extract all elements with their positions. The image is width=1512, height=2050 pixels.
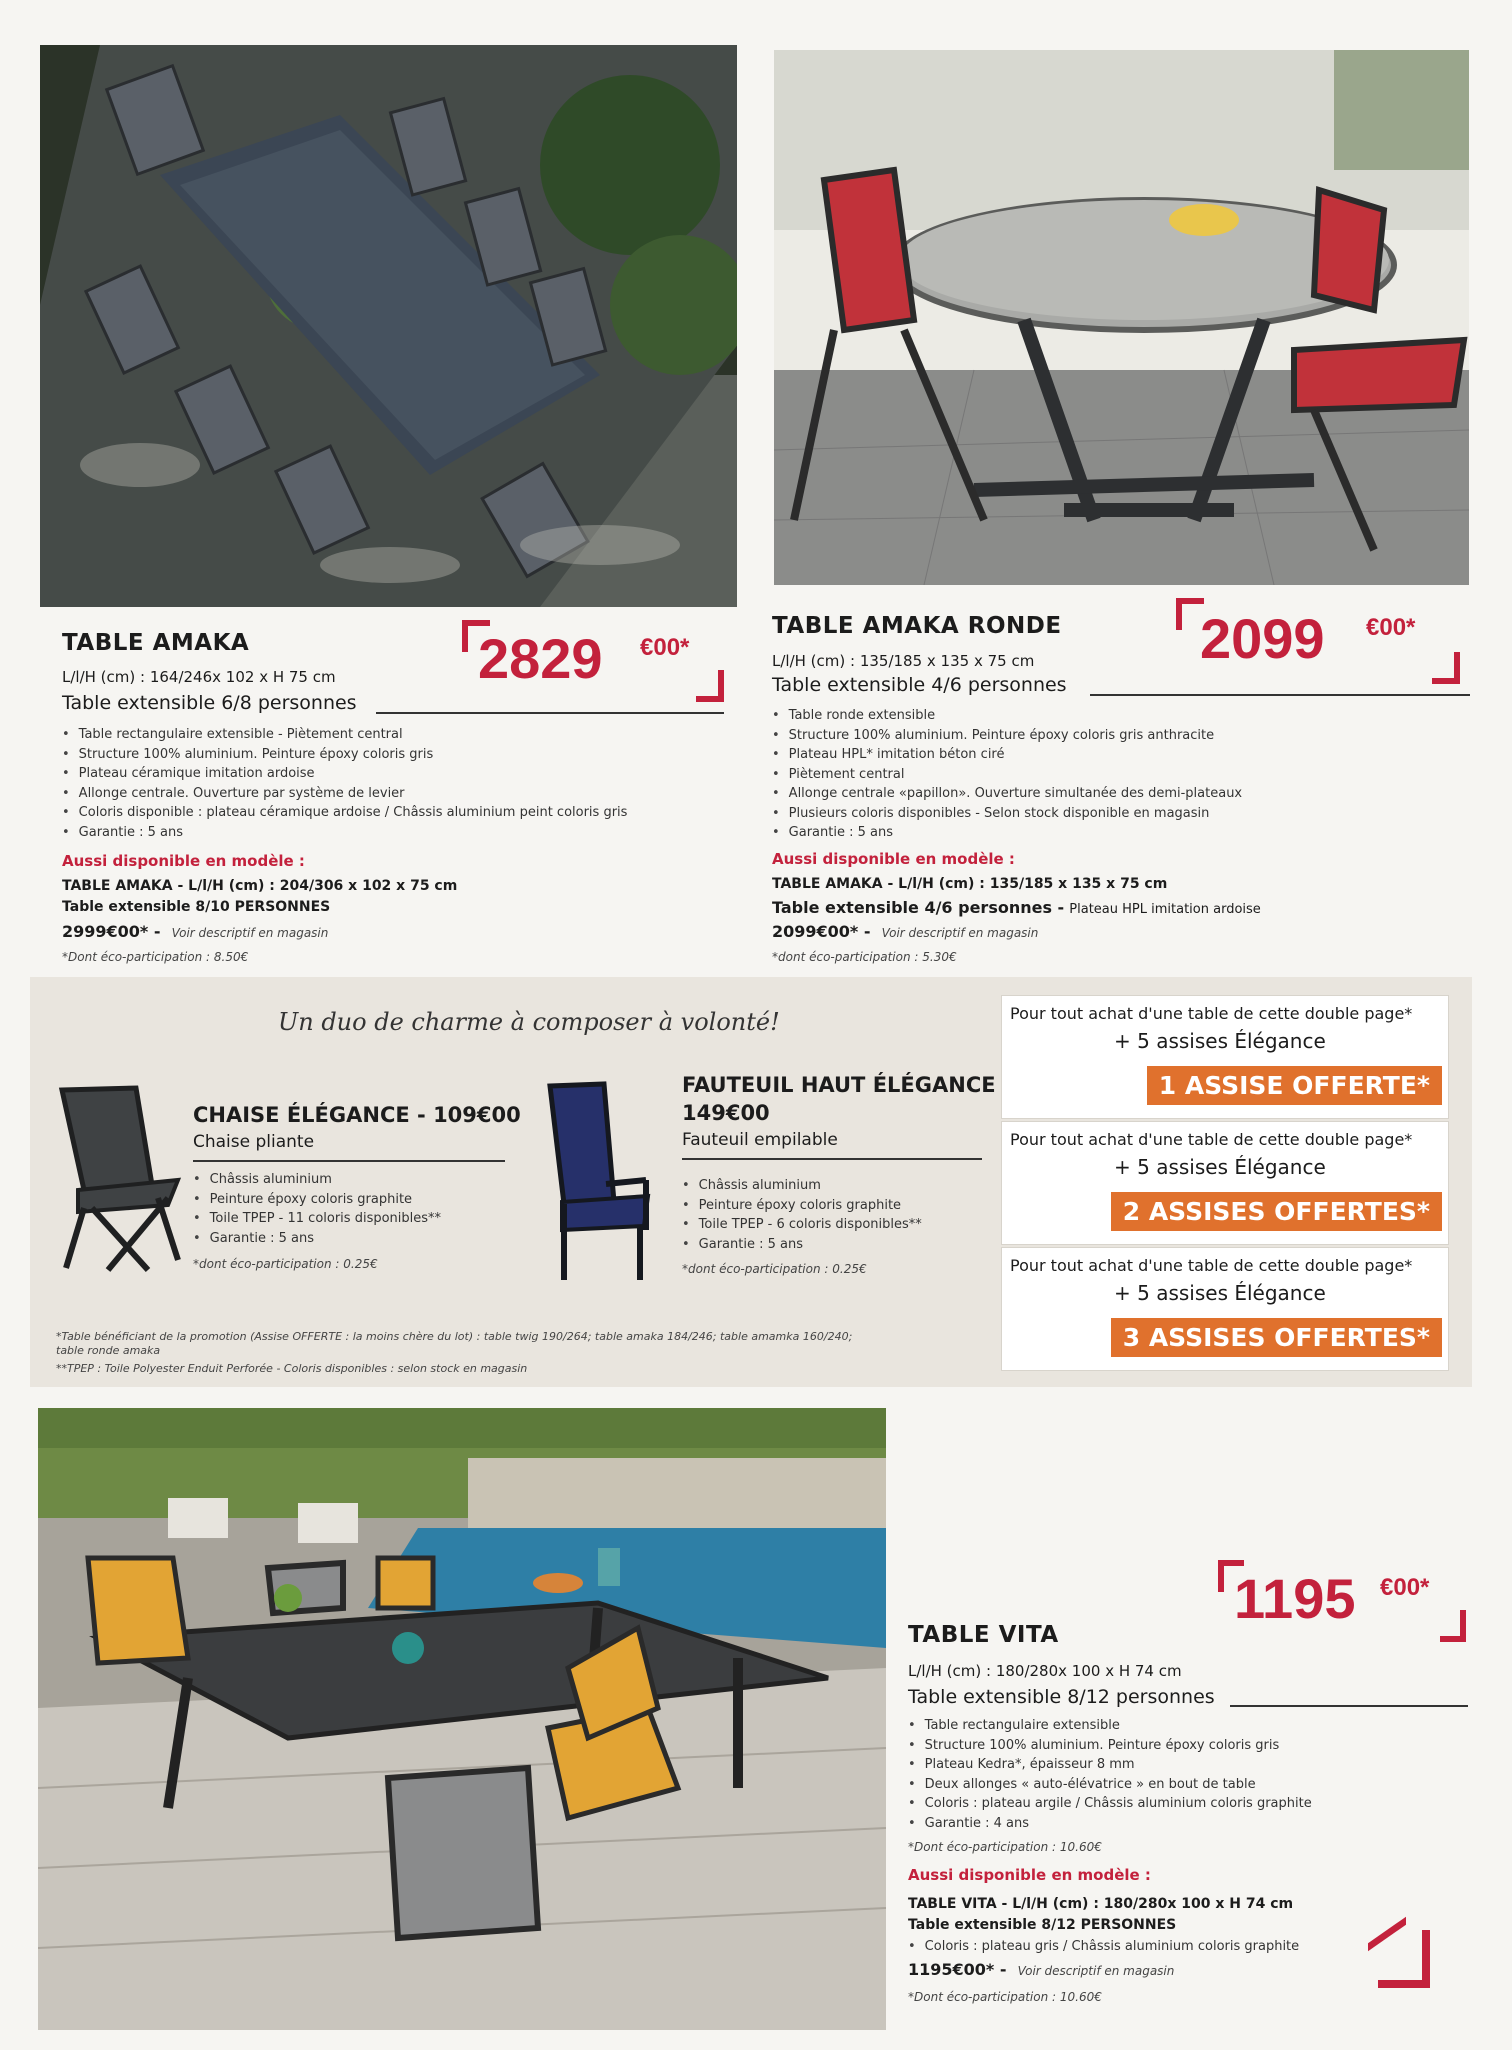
fauteuil-elegance-image bbox=[536, 1080, 656, 1285]
feature-item: • Toile TPEP - 6 coloris disponibles** bbox=[682, 1215, 982, 1235]
vita-title: TABLE VITA bbox=[908, 1622, 1059, 1648]
vita-alt-line1: TABLE VITA - L/l/H (cm) : 180/280x 100 x H 74 cm bbox=[908, 1896, 1294, 1912]
band-footnote-3: **TPEP : Toile Polyester Enduit Perforée - Coloris disponibles : selon stock en magasin bbox=[56, 1362, 528, 1375]
feature-item: • Plateau céramique imitation ardoise bbox=[62, 764, 712, 784]
ronde-eco: *dont éco-participation : 5.30€ bbox=[772, 950, 957, 964]
amaka-extensible: Table extensible 6/8 personnes bbox=[62, 692, 357, 714]
fauteuil-features bbox=[682, 1176, 982, 1254]
amaka-features bbox=[62, 725, 712, 842]
feature-item: • Garantie : 5 ans bbox=[193, 1229, 493, 1249]
feature-item: • Structure 100% aluminium. Peinture époxy coloris gris bbox=[62, 745, 712, 765]
feature-item: • Châssis aluminium bbox=[682, 1176, 982, 1196]
amaka-price-main: 2829 bbox=[478, 627, 603, 690]
ronde-alt-line1: TABLE AMAKA - L/l/H (cm) : 135/185 x 135 x 75 cm bbox=[772, 876, 1168, 892]
vita-rule bbox=[1230, 1705, 1468, 1707]
ronde-features bbox=[772, 706, 1462, 843]
ronde-price-main: 2099 bbox=[1200, 607, 1325, 670]
feature-item: • Toile TPEP - 11 coloris disponibles** bbox=[193, 1209, 493, 1229]
band-footnote-1: *Table bénéficiant de la promotion (Assise OFFERTE : la moins chère du lot) : table twig 190/264; table amaka 184/246; table amamka 160/240; bbox=[56, 1330, 853, 1343]
vita-also-label: Aussi disponible en modèle : bbox=[908, 1866, 1151, 1884]
vita-alt-note: Voir descriptif en magasin bbox=[1017, 1964, 1175, 1978]
table-amaka-photo bbox=[40, 45, 737, 607]
feature-item: • Table ronde extensible bbox=[772, 706, 1462, 726]
amaka-eco: *Dont éco-participation : 8.50€ bbox=[62, 950, 249, 964]
feature-item: • Structure 100% aluminium. Peinture époxy coloris gris bbox=[908, 1736, 1468, 1756]
amaka-alt-line2: Table extensible 8/10 PERSONNES bbox=[62, 899, 331, 915]
price-corner-br bbox=[1440, 1610, 1466, 1642]
amaka-price-tag bbox=[462, 620, 724, 702]
amaka-alt-price: 2999€00* - bbox=[62, 922, 161, 941]
amaka-title: TABLE AMAKA bbox=[62, 630, 250, 656]
feature-item: • Table rectangulaire extensible bbox=[908, 1716, 1468, 1736]
fauteuil-title: FAUTEUIL HAUT ÉLÉGANCE bbox=[682, 1073, 996, 1097]
vita-eco-2: *Dont éco-participation : 10.60€ bbox=[908, 1990, 1102, 2004]
feature-item: • Table rectangulaire extensible - Piètement central bbox=[62, 725, 712, 745]
offer-line1: Pour tout achat d'une table de cette double page* bbox=[1010, 1004, 1413, 1023]
table-vita-photo bbox=[38, 1408, 886, 2030]
feature-item: • Peinture époxy coloris graphite bbox=[193, 1190, 493, 1210]
chaise-title: CHAISE ÉLÉGANCE - 109€00 bbox=[193, 1103, 521, 1127]
ronde-title: TABLE AMAKA RONDE bbox=[772, 613, 1062, 639]
vita-price-cents: €00* bbox=[1380, 1574, 1430, 1601]
feature-item: • Garantie : 5 ans bbox=[682, 1235, 982, 1255]
offer-box-2 bbox=[1001, 1121, 1449, 1245]
vita-extensible: Table extensible 8/12 personnes bbox=[908, 1686, 1215, 1708]
amaka-price-cents: €00* bbox=[640, 634, 690, 661]
feature-item: • Peinture époxy coloris graphite bbox=[682, 1196, 982, 1216]
feature-item: • Plateau Kedra*, épaisseur 8 mm bbox=[908, 1755, 1468, 1775]
chaise-features bbox=[193, 1170, 493, 1248]
vita-eco-1: *Dont éco-participation : 10.60€ bbox=[908, 1840, 1102, 1854]
chaise-rule bbox=[193, 1160, 505, 1162]
offer-badge: 3 ASSISES OFFERTES* bbox=[1111, 1318, 1442, 1357]
chaise-elegance-image bbox=[48, 1080, 193, 1275]
vita-features bbox=[908, 1716, 1468, 1833]
ronde-extensible: Table extensible 4/6 personnes bbox=[772, 674, 1067, 696]
chaise-subtitle: Chaise pliante bbox=[193, 1132, 315, 1152]
amaka-alt-price-line bbox=[62, 922, 328, 941]
vita-alt-features bbox=[908, 1937, 1428, 1957]
ronde-price-tag bbox=[1176, 598, 1460, 684]
amaka-alt-note: Voir descriptif en magasin bbox=[171, 926, 329, 940]
ronde-alt-price-line bbox=[772, 922, 1038, 941]
ronde-price-cents: €00* bbox=[1366, 614, 1416, 641]
amaka-dims: L/l/H (cm) : 164/246x 102 x H 75 cm bbox=[62, 668, 336, 686]
vita-alt-price-line bbox=[908, 1960, 1174, 1979]
offer-box-1 bbox=[1001, 995, 1449, 1119]
fauteuil-price: 149€00 bbox=[682, 1101, 770, 1125]
feature-item: • Coloris : plateau argile / Châssis aluminium coloris graphite bbox=[908, 1794, 1468, 1814]
band-script-title: Un duo de charme à composer à volonté! bbox=[278, 1008, 780, 1036]
offer-line2: + 5 assises Élégance bbox=[1114, 1029, 1326, 1053]
offer-badge: 1 ASSISE OFFERTE* bbox=[1147, 1066, 1442, 1105]
ronde-also-label: Aussi disponible en modèle : bbox=[772, 850, 1015, 868]
vita-alt-line2: Table extensible 8/12 PERSONNES bbox=[908, 1917, 1177, 1933]
offer-line1: Pour tout achat d'une table de cette double page* bbox=[1010, 1130, 1413, 1149]
ronde-rule bbox=[1090, 694, 1470, 696]
feature-item: • Deux allonges « auto-élévatrice » en bout de table bbox=[908, 1775, 1468, 1795]
ronde-alt-line2b: Plateau HPL imitation ardoise bbox=[1069, 902, 1261, 917]
ronde-dims: L/l/H (cm) : 135/185 x 135 x 75 cm bbox=[772, 652, 1035, 670]
vita-price-main: 1195 bbox=[1234, 1567, 1356, 1630]
amaka-also-label: Aussi disponible en modèle : bbox=[62, 852, 305, 870]
amaka-rule bbox=[376, 712, 724, 714]
fauteuil-rule bbox=[682, 1158, 982, 1160]
feature-item: • Structure 100% aluminium. Peinture époxy coloris gris anthracite bbox=[772, 726, 1462, 746]
fauteuil-subtitle: Fauteuil empilable bbox=[682, 1130, 838, 1150]
band-footnote-2: table ronde amaka bbox=[56, 1344, 161, 1357]
ronde-alt-line2 bbox=[772, 898, 1261, 917]
offer-line2: + 5 assises Élégance bbox=[1114, 1155, 1326, 1179]
ronde-alt-price: 2099€00* - bbox=[772, 922, 871, 941]
price-corner-br bbox=[1432, 652, 1460, 684]
feature-item: • Garantie : 4 ans bbox=[908, 1814, 1468, 1834]
feature-item: • Allonge centrale «papillon». Ouverture simultanée des demi-plateaux bbox=[772, 784, 1462, 804]
offer-line2: + 5 assises Élégance bbox=[1114, 1281, 1326, 1305]
fauteuil-eco: *dont éco-participation : 0.25€ bbox=[682, 1262, 867, 1276]
ronde-alt-line2a: Table extensible 4/6 personnes - bbox=[772, 898, 1065, 917]
feature-item: • Plateau HPL* imitation béton ciré bbox=[772, 745, 1462, 765]
feature-item: • Garantie : 5 ans bbox=[772, 823, 1462, 843]
table-amaka-ronde-photo bbox=[774, 50, 1469, 585]
chaise-eco: *dont éco-participation : 0.25€ bbox=[193, 1257, 378, 1271]
feature-item: • Piètement central bbox=[772, 765, 1462, 785]
amaka-alt-line1: TABLE AMAKA - L/l/H (cm) : 204/306 x 102 x 75 cm bbox=[62, 878, 458, 894]
vita-price-tag bbox=[1218, 1560, 1466, 1642]
feature-item: • Allonge centrale. Ouverture par système de levier bbox=[62, 784, 712, 804]
offer-box-3 bbox=[1001, 1247, 1449, 1371]
vita-dims: L/l/H (cm) : 180/280x 100 x H 74 cm bbox=[908, 1662, 1182, 1680]
price-corner-br bbox=[696, 670, 724, 702]
offer-line1: Pour tout achat d'une table de cette double page* bbox=[1010, 1256, 1413, 1275]
feature-item: • Châssis aluminium bbox=[193, 1170, 493, 1190]
feature-item: • Coloris : plateau gris / Châssis aluminium coloris graphite bbox=[908, 1937, 1428, 1957]
vita-alt-price: 1195€00* - bbox=[908, 1960, 1007, 1979]
ronde-alt-note: Voir descriptif en magasin bbox=[881, 926, 1039, 940]
feature-item: • Coloris disponible : plateau céramique ardoise / Châssis aluminium peint coloris gris bbox=[62, 803, 712, 823]
offer-badge: 2 ASSISES OFFERTES* bbox=[1111, 1192, 1442, 1231]
feature-item: • Plusieurs coloris disponibles - Selon stock disponible en magasin bbox=[772, 804, 1462, 824]
feature-item: • Garantie : 5 ans bbox=[62, 823, 712, 843]
